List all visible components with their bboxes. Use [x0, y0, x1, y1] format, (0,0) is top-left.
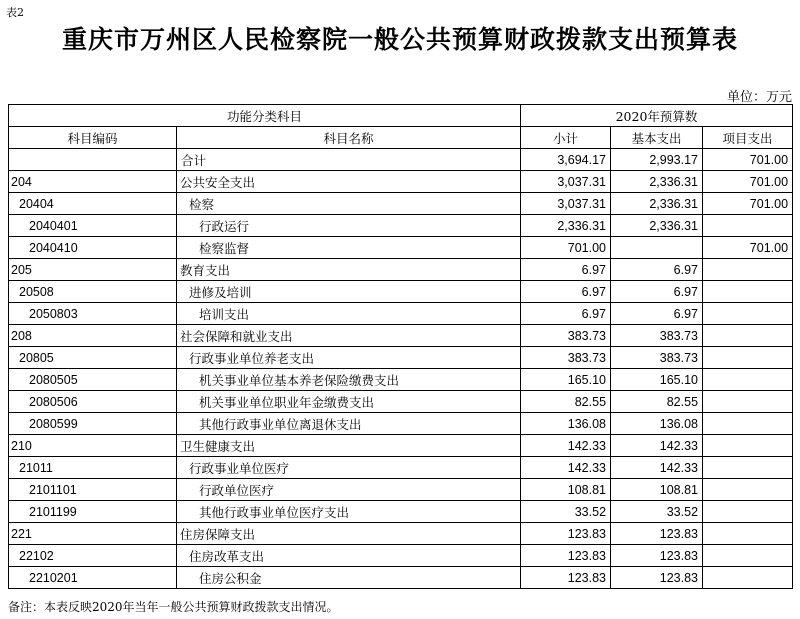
project-cell — [703, 457, 793, 479]
header-row-1 — [9, 105, 793, 127]
basic-cell: 165.10 — [611, 369, 703, 391]
name-cell: 进修及培训 — [177, 281, 521, 303]
subtotal-cell: 6.97 — [521, 281, 611, 303]
code-cell — [9, 149, 177, 171]
subtotal-cell: 142.33 — [521, 435, 611, 457]
subtotal-cell: 82.55 — [521, 391, 611, 413]
subtotal-cell: 6.97 — [521, 303, 611, 325]
name-cell: 其他行政事业单位医疗支出 — [177, 501, 521, 523]
project-cell — [703, 523, 793, 545]
name-cell: 检察 — [177, 193, 521, 215]
code-cell: 20508 — [9, 281, 177, 303]
name-cell: 其他行政事业单位离退休支出 — [177, 413, 521, 435]
basic-cell: 6.97 — [611, 303, 703, 325]
subtotal-cell: 6.97 — [521, 259, 611, 281]
table-body — [9, 149, 793, 589]
project-cell — [703, 479, 793, 501]
basic-cell: 2,336.31 — [611, 171, 703, 193]
table-row — [9, 457, 793, 479]
subtotal-cell: 3,694.17 — [521, 149, 611, 171]
subtotal-cell: 108.81 — [521, 479, 611, 501]
project-cell — [703, 567, 793, 589]
code-cell: 2080599 — [9, 413, 177, 435]
code-cell: 205 — [9, 259, 177, 281]
project-cell — [703, 303, 793, 325]
name-cell: 住房保障支出 — [177, 523, 521, 545]
table-row — [9, 391, 793, 413]
basic-cell: 2,336.31 — [611, 193, 703, 215]
project-cell: 701.00 — [703, 149, 793, 171]
basic-cell: 33.52 — [611, 501, 703, 523]
project-cell — [703, 369, 793, 391]
code-cell: 2040401 — [9, 215, 177, 237]
subtotal-cell: 123.83 — [521, 523, 611, 545]
name-cell: 教育支出 — [177, 259, 521, 281]
table-row — [9, 193, 793, 215]
code-cell: 2210201 — [9, 567, 177, 589]
project-cell: 701.00 — [703, 193, 793, 215]
table-row — [9, 413, 793, 435]
basic-cell: 136.08 — [611, 413, 703, 435]
header-budget-2020: 2020年预算数 — [521, 105, 793, 127]
table-row — [9, 567, 793, 589]
header-code: 科目编码 — [9, 127, 177, 149]
table-row — [9, 259, 793, 281]
table-tag: 表2 — [6, 6, 24, 19]
page-title: 重庆市万州区人民检察院一般公共预算财政拨款支出预算表 — [61, 25, 738, 54]
subtotal-cell: 136.08 — [521, 413, 611, 435]
header-project: 项目支出 — [703, 127, 793, 149]
basic-cell: 6.97 — [611, 259, 703, 281]
basic-cell — [611, 237, 703, 259]
name-cell: 行政事业单位医疗 — [177, 457, 521, 479]
basic-cell: 123.83 — [611, 545, 703, 567]
code-cell: 2080505 — [9, 369, 177, 391]
table-row — [9, 501, 793, 523]
unit-label: 单位：万元 — [726, 90, 792, 105]
table-row — [9, 479, 793, 501]
table-row — [9, 523, 793, 545]
subtotal-cell: 383.73 — [521, 347, 611, 369]
basic-cell: 123.83 — [611, 567, 703, 589]
subtotal-cell: 3,037.31 — [521, 193, 611, 215]
table-row — [9, 281, 793, 303]
table-row — [9, 369, 793, 391]
header-functional-category: 功能分类科目 — [9, 105, 521, 127]
basic-cell: 123.83 — [611, 523, 703, 545]
code-cell: 210 — [9, 435, 177, 457]
basic-cell: 82.55 — [611, 391, 703, 413]
project-cell — [703, 391, 793, 413]
subtotal-cell: 701.00 — [521, 237, 611, 259]
table-row — [9, 545, 793, 567]
code-cell: 2101199 — [9, 501, 177, 523]
subtotal-cell: 142.33 — [521, 457, 611, 479]
subtotal-cell: 123.83 — [521, 545, 611, 567]
subtotal-cell: 165.10 — [521, 369, 611, 391]
name-cell: 卫生健康支出 — [177, 435, 521, 457]
name-cell: 住房公积金 — [177, 567, 521, 589]
code-cell: 2080506 — [9, 391, 177, 413]
project-cell — [703, 413, 793, 435]
header-subtotal: 小计 — [521, 127, 611, 149]
basic-cell: 142.33 — [611, 457, 703, 479]
project-cell — [703, 259, 793, 281]
header-row-2 — [9, 127, 793, 149]
name-cell: 合计 — [177, 149, 521, 171]
name-cell: 培训支出 — [177, 303, 521, 325]
code-cell: 2040410 — [9, 237, 177, 259]
subtotal-cell: 123.83 — [521, 567, 611, 589]
footnote: 备注：本表反映2020年当年一般公共预算财政拨款支出情况。 — [8, 600, 339, 614]
header-basic: 基本支出 — [611, 127, 703, 149]
code-cell: 221 — [9, 523, 177, 545]
project-cell — [703, 325, 793, 347]
subtotal-cell: 33.52 — [521, 501, 611, 523]
basic-cell: 383.73 — [611, 347, 703, 369]
code-cell: 20805 — [9, 347, 177, 369]
budget-table — [8, 104, 793, 589]
code-cell: 208 — [9, 325, 177, 347]
table-row — [9, 347, 793, 369]
code-cell: 20404 — [9, 193, 177, 215]
name-cell: 住房改革支出 — [177, 545, 521, 567]
basic-cell: 2,993.17 — [611, 149, 703, 171]
table-row — [9, 149, 793, 171]
table-row — [9, 435, 793, 457]
table-row — [9, 215, 793, 237]
code-cell: 204 — [9, 171, 177, 193]
code-cell: 22102 — [9, 545, 177, 567]
basic-cell: 383.73 — [611, 325, 703, 347]
name-cell: 检察监督 — [177, 237, 521, 259]
project-cell — [703, 501, 793, 523]
name-cell: 行政运行 — [177, 215, 521, 237]
table-header — [9, 105, 793, 149]
project-cell — [703, 281, 793, 303]
header-name: 科目名称 — [177, 127, 521, 149]
basic-cell: 6.97 — [611, 281, 703, 303]
name-cell: 行政单位医疗 — [177, 479, 521, 501]
table-row — [9, 325, 793, 347]
table-row — [9, 171, 793, 193]
code-cell: 2101101 — [9, 479, 177, 501]
name-cell: 公共安全支出 — [177, 171, 521, 193]
project-cell — [703, 347, 793, 369]
project-cell: 701.00 — [703, 171, 793, 193]
name-cell: 机关事业单位职业年金缴费支出 — [177, 391, 521, 413]
project-cell — [703, 215, 793, 237]
name-cell: 社会保障和就业支出 — [177, 325, 521, 347]
project-cell — [703, 435, 793, 457]
project-cell — [703, 545, 793, 567]
table-row — [9, 237, 793, 259]
table-row — [9, 303, 793, 325]
name-cell: 机关事业单位基本养老保险缴费支出 — [177, 369, 521, 391]
subtotal-cell: 383.73 — [521, 325, 611, 347]
subtotal-cell: 3,037.31 — [521, 171, 611, 193]
code-cell: 21011 — [9, 457, 177, 479]
basic-cell: 108.81 — [611, 479, 703, 501]
basic-cell: 2,336.31 — [611, 215, 703, 237]
name-cell: 行政事业单位养老支出 — [177, 347, 521, 369]
code-cell: 2050803 — [9, 303, 177, 325]
project-cell: 701.00 — [703, 237, 793, 259]
subtotal-cell: 2,336.31 — [521, 215, 611, 237]
basic-cell: 142.33 — [611, 435, 703, 457]
